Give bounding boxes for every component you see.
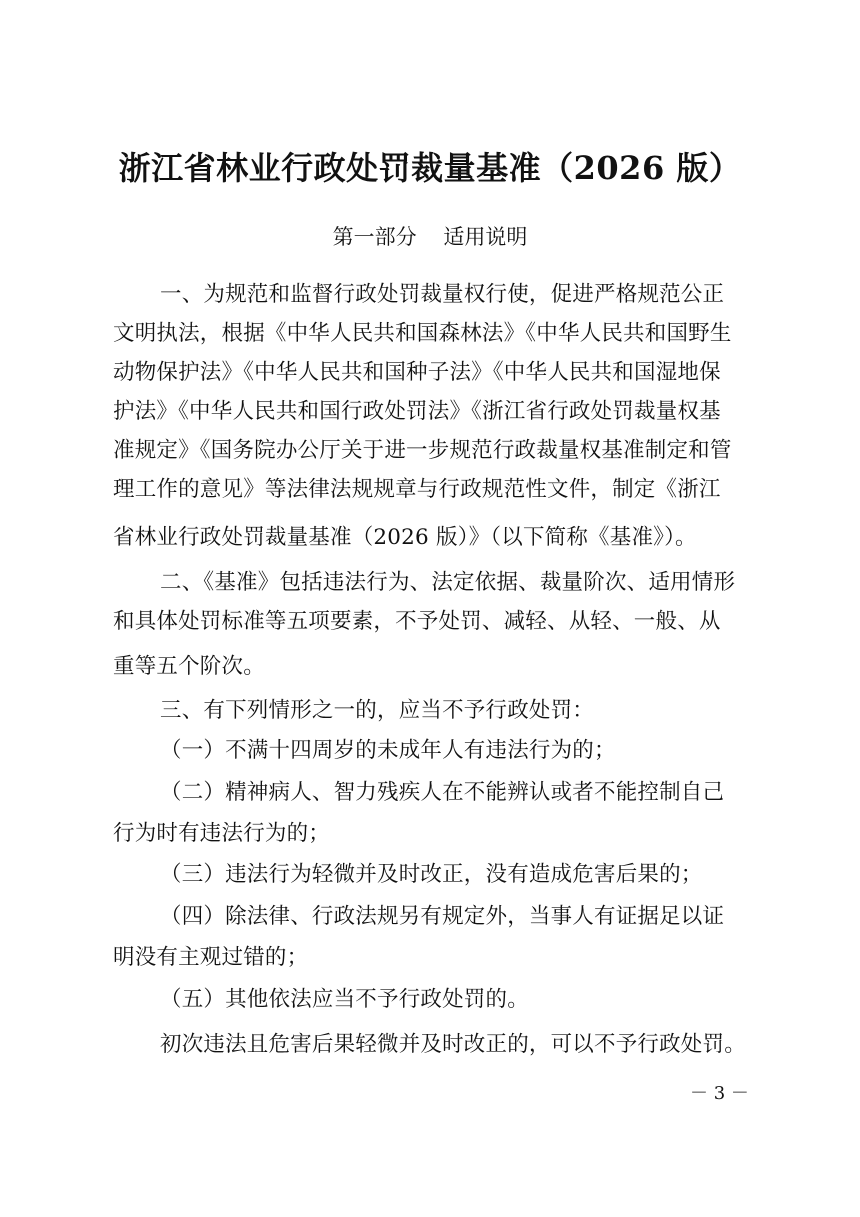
paragraph-line: 和具体处罚标准等五项要素，不予处罚、减轻、从轻、一般、从 xyxy=(113,609,721,634)
list-item: （一）不满十四周岁的未成年人有违法行为的； xyxy=(160,738,616,763)
list-item: （四）除法律、行政法规另有规定外，当事人有证据足以证 xyxy=(160,904,725,929)
paragraph-line: 省林业行政处罚裁量基准（2026 版）》（以下简称《基准》）。 xyxy=(113,525,697,550)
list-item: （二）精神病人、智力残疾人在不能辨认或者不能控制自己 xyxy=(160,780,725,805)
list-item: （五）其他依法应当不予行政处罚的。 xyxy=(160,987,529,1012)
page-number: － 3 － xyxy=(690,1083,749,1104)
paragraph-line: 理工作的意见》等法律法规规章与行政规范性文件，制定《浙江 xyxy=(113,477,721,502)
paragraph-line: 护法》《中华人民共和国行政处罚法》《浙江省行政处罚裁量权基 xyxy=(113,399,721,424)
list-item: （三）违法行为轻微并及时改正，没有造成危害后果的； xyxy=(160,862,703,887)
section-heading: 第一部分 适用说明 xyxy=(332,225,528,249)
paragraph-line: 二、《基准》包括违法行为、法定依据、裁量阶次、适用情形 xyxy=(160,570,736,595)
list-item-continuation: 明没有主观过错的； xyxy=(113,945,309,970)
paragraph-line: 文明执法，根据《中华人民共和国森林法》《中华人民共和国野生 xyxy=(113,321,732,346)
paragraph-line: 一、为规范和监督行政处罚裁量权行使，促进严格规范公正 xyxy=(160,282,725,307)
paragraph-line: 动物保护法》《中华人民共和国种子法》《中华人民共和国湿地保 xyxy=(113,360,721,385)
document-title: 浙江省林业行政处罚裁量基准（2026 版） xyxy=(118,149,742,187)
paragraph-line: 初次违法且危害后果轻微并及时改正的，可以不予行政处罚。 xyxy=(160,1032,746,1057)
paragraph-line: 重等五个阶次。 xyxy=(113,654,265,679)
paragraph-line: 准规定》《国务院办公厅关于进一步规范行政裁量权基准制定和管 xyxy=(113,438,732,463)
list-item-continuation: 行为时有违法行为的； xyxy=(113,821,331,846)
paragraph-line: 三、有下列情形之一的，应当不予行政处罚： xyxy=(160,698,595,723)
